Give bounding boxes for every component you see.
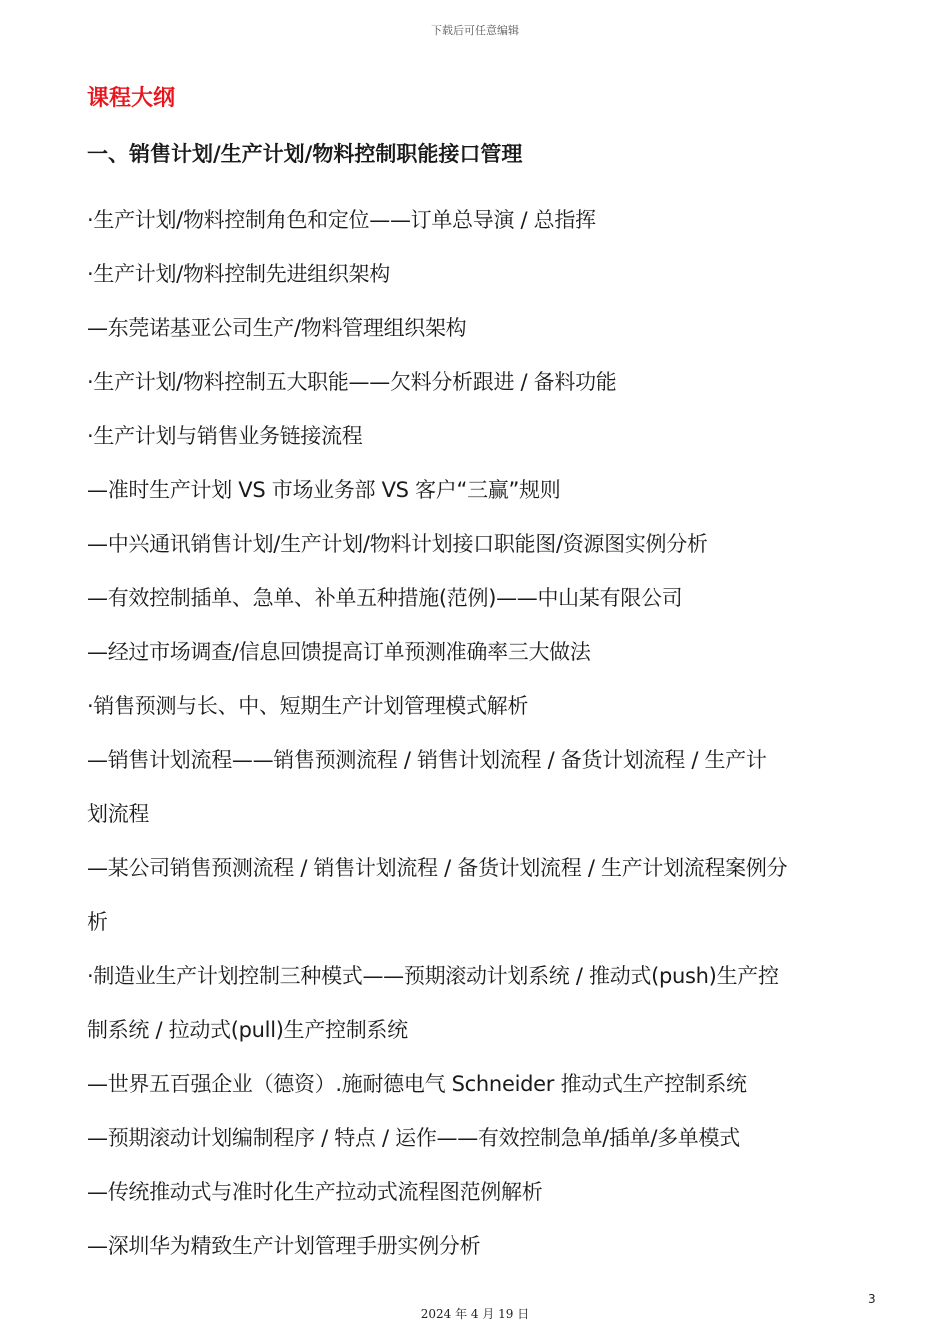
outline-line: ·生产计划/物料控制先进组织架构 (87, 262, 390, 286)
outline-line: —经过市场调查/信息回馈提高订单预测准确率三大做法 (87, 640, 591, 664)
outline-line: ·生产计划/物料控制角色和定位——订单总导演 / 总指挥 (87, 208, 596, 232)
outline-line: —准时生产计划 VS 市场业务部 VS 客户“三赢”规则 (87, 478, 561, 502)
outline-line: —中兴通讯销售计划/生产计划/物料计划接口职能图/资源图实例分析 (87, 532, 708, 556)
outline-line: 制系统 / 拉动式(pull)生产控制系统 (87, 1018, 408, 1042)
outline-line: ·生产计划与销售业务链接流程 (87, 424, 363, 448)
outline-line: —传统推动式与准时化生产拉动式流程图范例解析 (87, 1180, 543, 1204)
outline-line: —某公司销售预测流程 / 销售计划流程 / 备货计划流程 / 生产计划流程案例分 (87, 856, 788, 880)
outline-line: ·销售预测与长、中、短期生产计划管理模式解析 (87, 694, 529, 718)
outline-line: —销售计划流程——销售预测流程 / 销售计划流程 / 备货计划流程 / 生产计 (87, 748, 767, 772)
outline-line: ·制造业生产计划控制三种模式——预期滚动计划系统 / 推动式(push)生产控 (87, 964, 779, 988)
outline-line: —预期滚动计划编制程序 / 特点 / 运作——有效控制急单/插单/多单模式 (87, 1126, 740, 1150)
section-heading: 一、销售计划/生产计划/物料控制职能接口管理 (87, 142, 523, 166)
document-body (87, 84, 877, 1273)
page-number: 3 (868, 1292, 876, 1306)
outline-line: 划流程 (87, 802, 150, 826)
outline-line: —东莞诺基亚公司生产/物料管理组织架构 (87, 316, 467, 340)
outline-line: 析 (87, 910, 108, 934)
outline-line: —有效控制插单、急单、补单五种措施(范例)——中山某有限公司 (87, 586, 683, 610)
page-header: 下载后可任意编辑 (431, 24, 519, 37)
outline-line: —世界五百强企业（德资）.施耐德电气 Schneider 推动式生产控制系统 (87, 1072, 747, 1096)
outline-line: —深圳华为精致生产计划管理手册实例分析 (87, 1234, 481, 1258)
page-footer-date: 2024 年 4 月 19 日 (420, 1307, 530, 1321)
outline-line: ·生产计划/物料控制五大职能——欠料分析跟进 / 备料功能 (87, 370, 617, 394)
course-outline-title: 课程大纲 (87, 86, 176, 111)
